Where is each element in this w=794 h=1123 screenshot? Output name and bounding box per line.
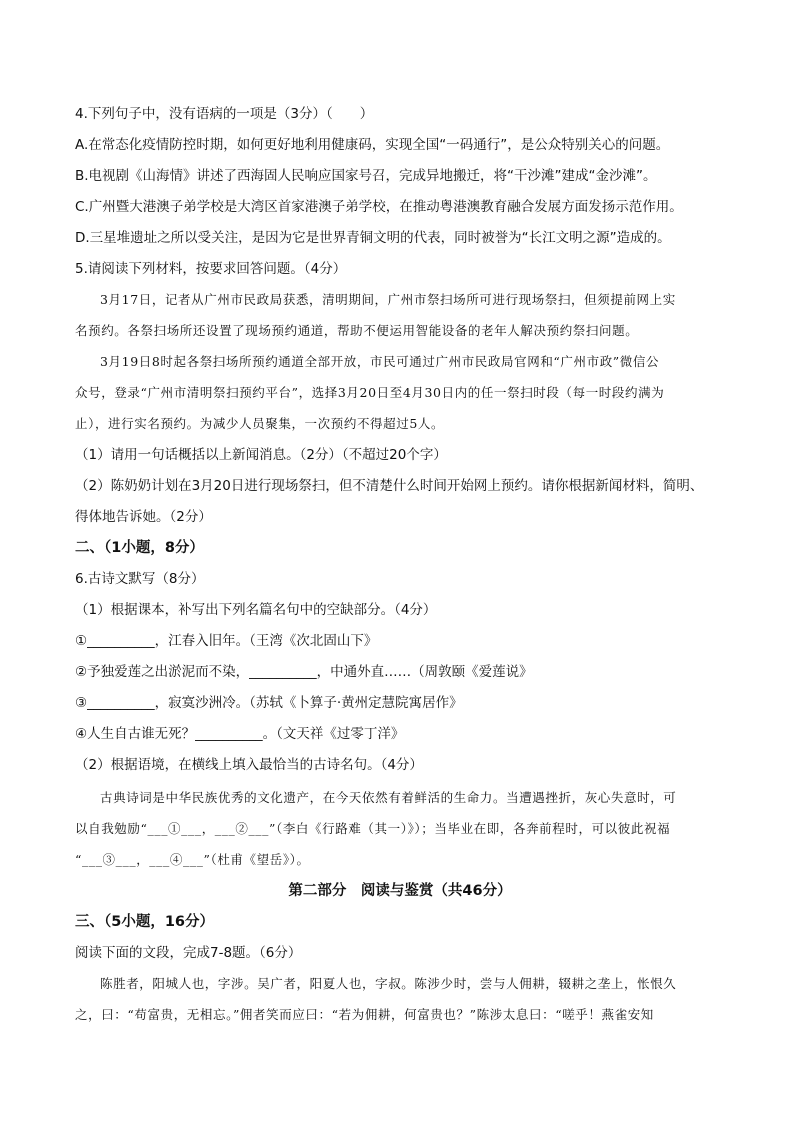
- q6-context-line: “___③___，___④___”（杜甫《望岳》）。: [75, 852, 310, 867]
- section-3-heading: 三、（5小题，16分）: [75, 914, 215, 930]
- q6-context-line: 以自我勉励“___①___，___②___”（李白《行路难（其一）》）；当毕业在即，各奔前程时，可以彼此祝福: [75, 821, 671, 836]
- q4-option-b: B.电视剧《山海情》讲述了西海固人民响应国家号召，完成异地搬迁，将“干沙滩”建成“金沙滩”。: [75, 168, 657, 184]
- q6-item: ②予独爱莲之出淤泥而不染，__________，中通外直……（周敦颐《爱莲说》: [75, 664, 533, 680]
- q6-item: ④人生自古谁无死？__________。（文天祥《过零丁洋》: [75, 726, 405, 742]
- classical-text-line: 之，曰：“苟富贵，无相忘。”佣者笑而应曰：“若为佣耕，何富贵也？”陈涉太息曰：“嗟乎！燕雀安知: [75, 1007, 654, 1022]
- q4-option-c: C.广州暨大港澳子弟学校是大湾区首家港澳子弟学校，在推动粤港澳教育融合发展方面发扬示范作用。: [75, 199, 683, 215]
- q4-stem: 4.下列句子中，没有语病的一项是（3分）（ ）: [75, 106, 374, 122]
- q5-material-line: 众号，登录“广州市清明祭扫预约平台”，选择3月20日至4月30日内的任一祭扫时段（每一时段约满为: [75, 385, 665, 400]
- q6-item: ①__________，江春入旧年。（王湾《次北固山下》: [75, 633, 378, 649]
- q6-sub1: （1）根据课本，补写出下列名篇名句中的空缺部分。（4分）: [75, 602, 437, 618]
- q5-sub1: （1）请用一句话概括以上新闻消息。（2分）（不超过20个字）: [75, 447, 447, 463]
- q5-sub2-cont: 得体地告诉她。（2分）: [75, 509, 212, 525]
- section-2-heading: 二、（1小题，8分）: [75, 540, 204, 556]
- q5-material-line: 3月19日8时起各祭扫场所预约通道全部开放，市民可通过广州市民政局官网和“广州市政”微信公: [100, 354, 660, 369]
- q5-material-line: 3月17日，记者从广州市民政局获悉，清明期间，广州市祭扫场所可进行现场祭扫，但须提前网上实: [100, 292, 676, 307]
- q5-material-line: 名预约。各祭扫场所还设置了现场预约通道，帮助不便运用智能设备的老年人解决预约祭扫问题。: [75, 323, 639, 338]
- part-2-heading: 第二部分 阅读与鉴赏（共46分）: [288, 883, 512, 899]
- q6-sub2: （2）根据语境，在横线上填入最恰当的古诗名句。（4分）: [75, 757, 423, 773]
- q5-sub2: （2）陈奶奶计划在3月20日进行现场祭扫，但不清楚什么时间开始网上预约。请你根据新闻材料，简明、: [75, 478, 704, 494]
- classical-text-line: 陈胜者，阳城人也，字涉。吴广者，阳夏人也，字叔。陈涉少时，尝与人佣耕，辍耕之垄上，怅恨久: [100, 976, 677, 991]
- q6-stem: 6.古诗文默写（8分）: [75, 571, 205, 587]
- q4-option-d: D.三星堆遗址之所以受关注，是因为它是世界青铜文明的代表，同时被誉为“长江文明之源”造成的。: [75, 230, 671, 246]
- q6-context-line: 古典诗词是中华民族优秀的文化遗产，在今天依然有着鲜活的生命力。当遭遇挫折，灰心失意时，可: [100, 790, 677, 805]
- q6-item: ③__________，寂寞沙洲冷。（苏轼《卜算子·黄州定慧院寓居作》: [75, 695, 463, 711]
- q4-option-a: A.在常态化疫情防控时期，如何更好地利用健康码，实现全国“一码通行”，是公众特别关心的问题。: [75, 137, 670, 153]
- section-3-intro: 阅读下面的文段，完成7-8题。（6分）: [75, 945, 302, 961]
- q5-material-line: 止），进行实名预约。为减少人员聚集，一次预约不得超过5人。: [75, 416, 445, 431]
- q5-stem: 5.请阅读下列材料，按要求回答问题。（4分）: [75, 261, 347, 277]
